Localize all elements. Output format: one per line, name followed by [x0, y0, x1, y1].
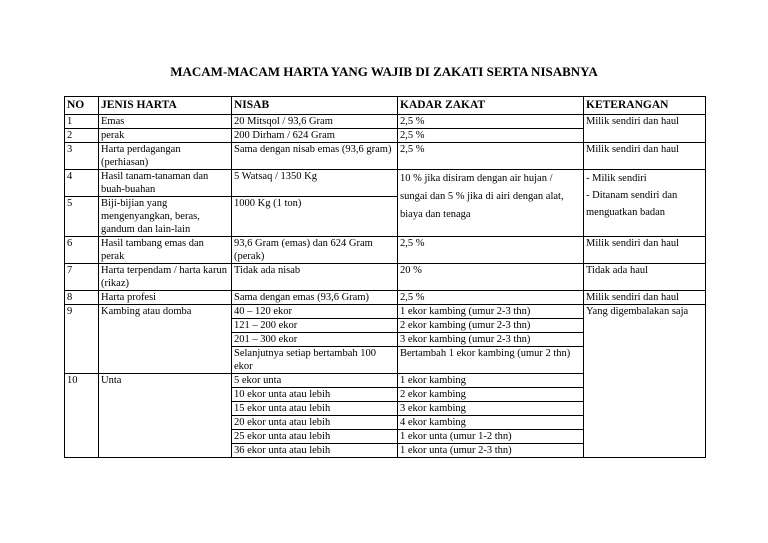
cell-nisab: 5 Watsaq / 1350 Kg — [232, 170, 398, 197]
cell-nisab: Sama dengan emas (93,6 Gram) — [232, 291, 398, 305]
cell-no: 8 — [65, 291, 99, 305]
cell-jenis: Harta terpendam / harta karun (rikaz) — [99, 264, 232, 291]
page-title: MACAM-MACAM HARTA YANG WAJIB DI ZAKATI SERTA NISABNYA — [170, 64, 598, 79]
header-jenis-harta: JENIS HARTA — [99, 97, 232, 115]
cell-no: 6 — [65, 237, 99, 264]
cell-kadar: 2,5 % — [398, 129, 584, 143]
cell-kadar: 1 ekor unta (umur 1-2 thn) — [398, 430, 584, 444]
cell-nisab: 10 ekor unta atau lebih — [232, 388, 398, 402]
cell-kadar: 2,5 % — [398, 291, 584, 305]
cell-jenis: Hasil tanam-tanaman dan buah-buahan — [99, 170, 232, 197]
cell-jenis: Hasil tambang emas dan perak — [99, 237, 232, 264]
cell-no: 9 — [65, 305, 99, 374]
cell-no: 7 — [65, 264, 99, 291]
table-row — [65, 170, 706, 197]
table-row — [65, 291, 706, 305]
cell-kadar: 4 ekor kambing — [398, 416, 584, 430]
cell-no: 3 — [65, 143, 99, 170]
cell-kadar: 1 ekor kambing (umur 2-3 thn) — [398, 305, 584, 319]
cell-nisab: 25 ekor unta atau lebih — [232, 430, 398, 444]
cell-no: 2 — [65, 129, 99, 143]
cell-kadar: 2 ekor kambing (umur 2-3 thn) — [398, 319, 584, 333]
cell-no: 4 — [65, 170, 99, 197]
cell-nisab: Tidak ada nisab — [232, 264, 398, 291]
cell-nisab: 201 – 300 ekor — [232, 333, 398, 347]
cell-kadar: 2 ekor kambing — [398, 388, 584, 402]
keterangan-line: - Milik sendiri — [586, 173, 647, 184]
cell-keterangan: Milik sendiri dan haul — [584, 143, 706, 170]
table-row — [65, 305, 706, 319]
cell-keterangan: Milik sendiri dan haul — [584, 237, 706, 264]
cell-jenis: Harta perdagangan (perhiasan) — [99, 143, 232, 170]
cell-keterangan: Tidak ada haul — [584, 264, 706, 291]
cell-jenis: Biji-bijian yang mengenyangkan, beras, gandum dan lain-lain — [99, 197, 232, 237]
cell-jenis: Kambing atau domba — [99, 305, 232, 374]
cell-kadar: 3 ekor kambing — [398, 402, 584, 416]
cell-nisab: 121 – 200 ekor — [232, 319, 398, 333]
table-row — [65, 237, 706, 264]
cell-kadar: 2,5 % — [398, 143, 584, 170]
cell-jenis: Emas — [99, 115, 232, 129]
cell-kadar: 10 % jika disiram dengan air hujan / sungai dan 5 % jika di airi dengan alat, biaya dan tenaga — [398, 170, 584, 237]
cell-keterangan: Yang digembalakan saja — [584, 305, 706, 458]
header-no: NO — [65, 97, 99, 115]
cell-nisab: 20 ekor unta atau lebih — [232, 416, 398, 430]
cell-keterangan: Milik sendiri dan haul — [584, 115, 706, 143]
cell-nisab: 40 – 120 ekor — [232, 305, 398, 319]
cell-kadar: 1 ekor unta (umur 2-3 thn) — [398, 444, 584, 458]
cell-nisab: 200 Dirham / 624 Gram — [232, 129, 398, 143]
zakat-table — [64, 96, 706, 458]
cell-jenis: Unta — [99, 374, 232, 458]
cell-keterangan: Milik sendiri dan haul — [584, 291, 706, 305]
cell-nisab: 20 Mitsqol / 93,6 Gram — [232, 115, 398, 129]
cell-jenis: Harta profesi — [99, 291, 232, 305]
cell-kadar: 2,5 % — [398, 115, 584, 129]
cell-jenis: perak — [99, 129, 232, 143]
header-row — [65, 97, 706, 115]
cell-nisab: 1000 Kg (1 ton) — [232, 197, 398, 237]
keterangan-line: - Ditanam sendiri dan menguatkan badan — [586, 190, 678, 218]
header-kadar-zakat: KADAR ZAKAT — [398, 97, 584, 115]
cell-nisab: 36 ekor unta atau lebih — [232, 444, 398, 458]
cell-no: 1 — [65, 115, 99, 129]
table-row — [65, 264, 706, 291]
cell-kadar: 20 % — [398, 264, 584, 291]
cell-kadar: 3 ekor kambing (umur 2-3 thn) — [398, 333, 584, 347]
cell-no: 10 — [65, 374, 99, 458]
cell-no: 5 — [65, 197, 99, 237]
cell-nisab: Selanjutnya setiap bertambah 100 ekor — [232, 347, 398, 374]
table-row — [65, 115, 706, 129]
cell-kadar: 2,5 % — [398, 237, 584, 264]
header-keterangan: KETERANGAN — [584, 97, 706, 115]
cell-nisab: Sama dengan nisab emas (93,6 gram) — [232, 143, 398, 170]
cell-nisab: 5 ekor unta — [232, 374, 398, 388]
cell-nisab: 15 ekor unta atau lebih — [232, 402, 398, 416]
header-nisab: NISAB — [232, 97, 398, 115]
cell-kadar: Bertambah 1 ekor kambing (umur 2 thn) — [398, 347, 584, 374]
table-row — [65, 143, 706, 170]
cell-kadar: 1 ekor kambing — [398, 374, 584, 388]
cell-keterangan — [584, 170, 706, 237]
cell-nisab: 93,6 Gram (emas) dan 624 Gram (perak) — [232, 237, 398, 264]
